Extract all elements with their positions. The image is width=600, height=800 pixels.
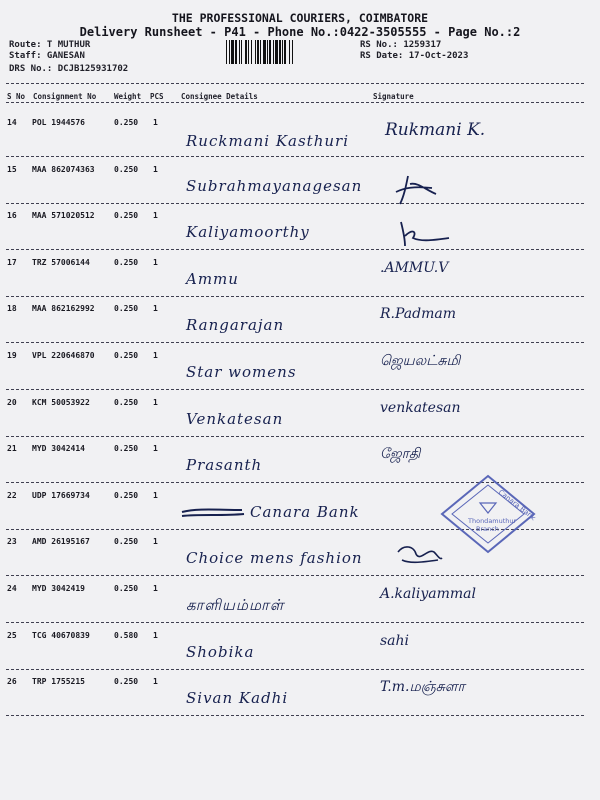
row-weight: 0.250 [114,351,139,360]
row-weight: 0.580 [114,630,139,640]
barcode-bar [260,40,261,64]
row-signature: ஜோதி [380,446,421,463]
row-pcs: 1 [153,211,158,221]
row-consignee-handwritten: Canara Bank [250,502,360,521]
row-pcs: 1 [153,537,158,547]
row-weight: 0.250 [114,257,139,267]
row-consignee-handwritten: Subrahmayanagesan [186,176,363,195]
col-header-sno: S No [7,92,26,101]
signature-scribble-15 [392,170,442,210]
row-consignment-no: POL 1944576 [32,118,85,127]
struck-out-word [178,500,248,524]
row-consignee-handwritten: Ruckmani Kasthuri [186,132,350,150]
row-consignee-handwritten: Prasanth [186,456,263,475]
row-consignee-handwritten: Sivan Kadhi [186,689,289,708]
row-sno: 26 [7,677,17,687]
row-sno: 21 [7,444,17,454]
row-pcs: 1 [153,584,158,593]
stamp-bank-name: Canara Bank [496,488,538,523]
row-weight: 0.250 [114,304,139,314]
row-pcs: 1 [153,397,158,407]
barcode-bar [275,40,278,64]
row-consignment-no: MAA 862074363 [32,164,95,174]
col-header-weight: Weight [114,92,142,101]
row-signature: T.m.மஞ்சுளா [380,679,465,696]
row-sno: 22 [7,490,17,500]
barcode [226,40,356,64]
col-header-signature: Signature [373,92,414,101]
row-pcs: 1 [153,630,158,640]
row-divider [6,669,584,670]
barcode-bar [229,40,230,64]
row-consignment-no: UDP 17669734 [32,490,90,500]
row-consignment-no: MYD 3042414 [32,444,85,454]
barcode-bar [282,40,283,64]
bank-stamp [438,473,538,555]
row-consignment-no: KCM 50053922 [32,397,90,407]
signature-scribble-16 [395,218,455,252]
stamp-branch-name: Thondamuthur [468,517,517,525]
row-pcs: 1 [153,304,158,314]
row-weight: 0.250 [114,118,139,127]
row-pcs: 1 [153,351,158,360]
row-sno: 18 [7,304,17,314]
row-divider [6,622,584,623]
row-sno: 16 [7,211,17,221]
row-pcs: 1 [153,490,158,500]
row-divider [6,156,584,157]
row-divider [6,342,584,343]
row-signature: ஜெயலட்சுமி [380,353,461,369]
row-sno: 15 [7,164,17,174]
row-sno: 23 [7,537,17,547]
row-consignment-no: TCG 40670839 [32,630,90,640]
row-sno: 19 [7,351,17,360]
row-pcs: 1 [153,444,158,454]
row-consignee-handwritten: Rangarajan [186,316,285,335]
row-sno: 25 [7,630,17,640]
barcode-bar [235,40,237,64]
col-header-pcs: PCS [150,92,164,101]
row-consignment-no: MAA 571020512 [32,211,95,221]
barcode-bar [245,40,247,64]
company-title: THE PROFESSIONAL COURIERS, COIMBATORE [171,11,429,25]
col-header-consignee: Consignee Details [181,92,258,101]
barcode-bar [251,40,252,64]
rs-date: RS Date: 17-Oct-2023 [360,51,469,61]
row-sno: 24 [7,584,17,593]
row-consignee-handwritten: Venkatesan [186,409,284,428]
row-divider [6,715,584,716]
row-weight: 0.250 [114,164,139,174]
barcode-bar [292,40,293,64]
row-signature: A.kaliyammal [380,586,476,602]
barcode-bar [257,40,259,64]
signature-scribble-23 [394,538,444,568]
row-consignment-no: MAA 862162992 [32,304,95,314]
row-consignment-no: VPL 220646870 [32,351,95,360]
row-divider [6,575,584,576]
row-divider [6,389,584,390]
row-consignment-no: AMD 26195167 [32,537,90,547]
row-signature: R.Padmam [380,306,456,323]
barcode-bar [269,40,271,64]
barcode-bar [267,40,268,64]
row-signature: Rukmani K. [385,120,486,140]
route-label: Route: T MUTHUR [9,40,91,50]
barcode-bar [273,40,274,64]
row-consignee-handwritten: காளியம்மாள் [186,596,285,614]
row-pcs: 1 [153,164,158,174]
barcode-bar [248,40,249,64]
row-signature: .AMMU.V [380,259,449,276]
row-consignee-handwritten: Ammu [186,269,239,288]
row-divider [6,436,584,437]
drs-label: DRS No.: DCJB125931702 [9,64,129,74]
col-header-consignment: Consignment No [33,92,97,101]
barcode-bar [226,40,227,64]
row-consignment-no: TRP 1755215 [32,677,85,687]
header-divider [6,83,584,84]
row-signature: sahi [380,632,410,649]
row-divider [6,203,584,204]
row-consignee-handwritten: Star womens [186,363,297,381]
barcode-bar [279,40,281,64]
header-bottom-divider [6,102,584,103]
barcode-bar [284,40,286,64]
barcode-bar [255,40,256,64]
row-pcs: 1 [153,118,158,127]
runsheet-subtitle: Delivery Runsheet - P41 - Phone No.:0422-3505555 - Page No.:2 [79,25,521,39]
row-divider [6,296,584,297]
row-consignment-no: MYD 3042419 [32,584,85,593]
barcode-bar [231,40,234,64]
row-sno: 17 [7,257,17,267]
row-weight: 0.250 [114,677,139,687]
row-weight: 0.250 [114,397,139,407]
row-weight: 0.250 [114,490,139,500]
row-weight: 0.250 [114,537,139,547]
barcode-bar [239,40,240,64]
row-weight: 0.250 [114,211,139,221]
row-signature: venkatesan [380,399,461,416]
barcode-bar [263,40,266,64]
barcode-bar [241,40,242,64]
row-consignment-no: TRZ 57006144 [32,257,90,267]
row-consignee-handwritten: Choice mens fashion [186,549,363,568]
row-pcs: 1 [153,257,158,267]
row-sno: 20 [7,397,17,407]
barcode-bar [289,40,290,64]
rs-number: RS No.: 1259317 [360,40,442,50]
staff-label: Staff: GANESAN [9,51,85,61]
stamp-branch-word: Branch [476,525,499,533]
row-sno: 14 [7,118,17,127]
row-weight: 0.250 [114,584,139,593]
row-consignee-handwritten: Kaliyamoorthy [186,223,310,242]
row-divider [6,249,584,250]
row-weight: 0.250 [114,444,139,454]
row-pcs: 1 [153,677,158,687]
row-consignee-handwritten: Shobika [186,642,255,661]
